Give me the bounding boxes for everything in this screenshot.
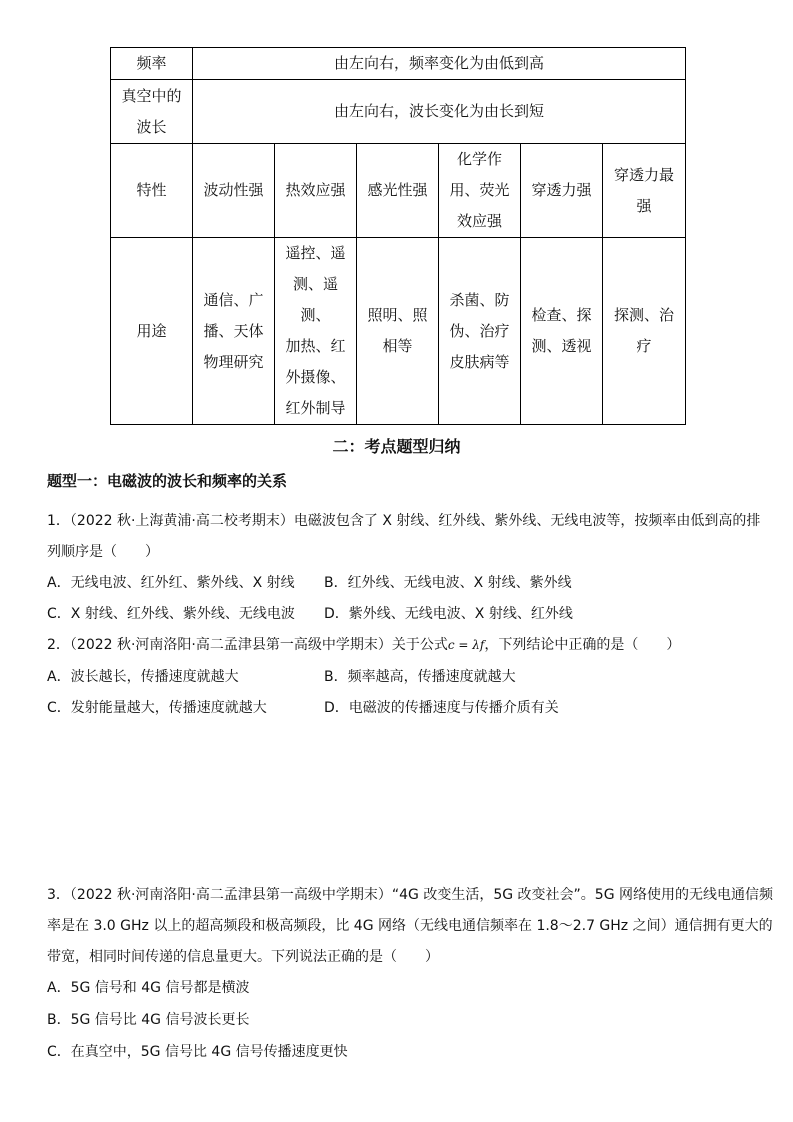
cell-line: 物理研究 (203, 352, 264, 371)
cell-line: 热效应强 (285, 181, 346, 199)
cell-line: 效应强 (456, 212, 502, 230)
q1-option-d: D．紫外线、无线电波、X 射线、红外线 (324, 606, 573, 622)
q2-option-d: D．电磁波的传播速度与传播介质有关 (324, 700, 559, 716)
row-label-properties: 特性 (111, 144, 193, 238)
q3-option-a: A．5G 信号和 4G 信号都是横波 (47, 980, 250, 996)
use-cell (603, 238, 686, 425)
cell-line: 穿透力强 (531, 181, 592, 199)
q3-stem-line1: 3．（2022 秋·河南洛阳·高二孟津县第一高级中学期末）“4G 改变生活，5G 改变社会”。5G 网络使用的无线电通信频 (47, 887, 774, 903)
property-cell (603, 144, 686, 238)
use-cell (275, 238, 357, 425)
q2-option-b: B．频率越高，传播速度就越大 (324, 669, 516, 685)
property-cell (357, 144, 439, 238)
cell-line: 通信、广 (203, 290, 264, 309)
q1-option-a: A．无线电波、红外红、紫外线、X 射线 (47, 575, 295, 591)
row-label-wavelength-line1: 真空中的 (121, 86, 182, 105)
cell-line: 红外制导 (285, 399, 346, 417)
spectrum-table-wrapper (110, 47, 686, 425)
q1-stem-line2: 列顺序是（ ） (47, 544, 159, 560)
q2-option-c: C．发射能量越大，传播速度就越大 (47, 700, 267, 716)
table-row-properties (111, 144, 686, 238)
q2-stem-suffix: ，下列结论中正确的是（ ） (484, 637, 681, 653)
question-type-title: 题型一：电磁波的波长和频率的关系 (47, 472, 288, 490)
row-label-frequency: 频率 (111, 48, 193, 80)
q3-option-c: C．在真空中，5G 信号比 4G 信号传播速度更快 (47, 1044, 348, 1060)
cell-line: 感光性强 (367, 181, 428, 199)
table-row-frequency (111, 48, 686, 80)
property-cell (439, 144, 521, 238)
cell-line: 外摄像、 (285, 368, 346, 386)
cell-line: 遥控、遥 (285, 244, 346, 262)
q3-stem-line2: 率是在 3.0 GHz 以上的超高频段和极高频段，比 4G 网络（无线电通信频率在 1.8～2.7 GHz 之间）通信拥有更大的 (47, 918, 773, 934)
cell-line: 强 (636, 196, 652, 215)
q2-stem-prefix: 2．（2022 秋·河南洛阳·高二孟津县第一高级中学期末）关于公式 (47, 637, 448, 653)
section-title: 二：考点题型归纳 (332, 437, 461, 456)
q2-option-a: A．波长越长，传播速度就越大 (47, 669, 239, 685)
cell-line: 穿透力最 (614, 165, 675, 184)
cell-line: 疗 (636, 337, 652, 355)
q1-option-b: B．红外线、无线电波、X 射线、紫外线 (324, 575, 572, 591)
property-cell (275, 144, 357, 238)
wavelength-description: 由左向右，波长变化为由长到短 (193, 80, 686, 144)
table-row-uses (111, 238, 686, 425)
q3-stem-line3: 带宽，相同时间传递的信息量更大。下列说法正确的是（ ） (47, 949, 439, 965)
cell-line: 化学作 (456, 150, 502, 168)
cell-line: 播、天体 (203, 321, 264, 340)
q2-stem (47, 634, 680, 654)
cell-line: 探测、治 (614, 306, 675, 324)
cell-line: 波动性强 (203, 181, 264, 199)
property-cell (521, 144, 603, 238)
table-row-wavelength (111, 80, 686, 144)
use-cell (193, 238, 275, 425)
row-label-uses: 用途 (111, 238, 193, 425)
cell-line: 照明、照 (367, 306, 428, 324)
q2-formula: c = λf (447, 638, 485, 652)
cell-line: 皮肤病等 (449, 352, 510, 371)
cell-line: 相等 (382, 337, 413, 355)
q1-stem-line1: 1．（2022 秋·上海黄浦·高二校考期末）电磁波包含了 X 射线、红外线、紫外线、无线电波等，按频率由低到高的排 (47, 513, 761, 529)
cell-line: 加热、红 (285, 337, 346, 355)
cell-line: 伪、治疗 (449, 321, 510, 340)
use-cell (521, 238, 603, 425)
cell-line: 检查、探 (531, 306, 592, 324)
cell-line: 用、荧光 (449, 181, 510, 199)
use-cell (357, 238, 439, 425)
property-cell (193, 144, 275, 238)
cell-line: 杀菌、防 (449, 290, 510, 309)
use-cell (439, 238, 521, 425)
row-label-wavelength (111, 80, 193, 144)
q1-option-c: C．X 射线、红外线、紫外线、无线电波 (47, 606, 295, 622)
row-label-wavelength-line2: 波长 (136, 117, 167, 136)
frequency-description: 由左向右，频率变化为由低到高 (193, 48, 686, 80)
q3-option-b: B．5G 信号比 4G 信号波长更长 (47, 1012, 250, 1028)
cell-line: 测、透视 (531, 337, 592, 355)
cell-line: 测、遥测、 (292, 275, 338, 324)
em-spectrum-table (110, 47, 686, 425)
